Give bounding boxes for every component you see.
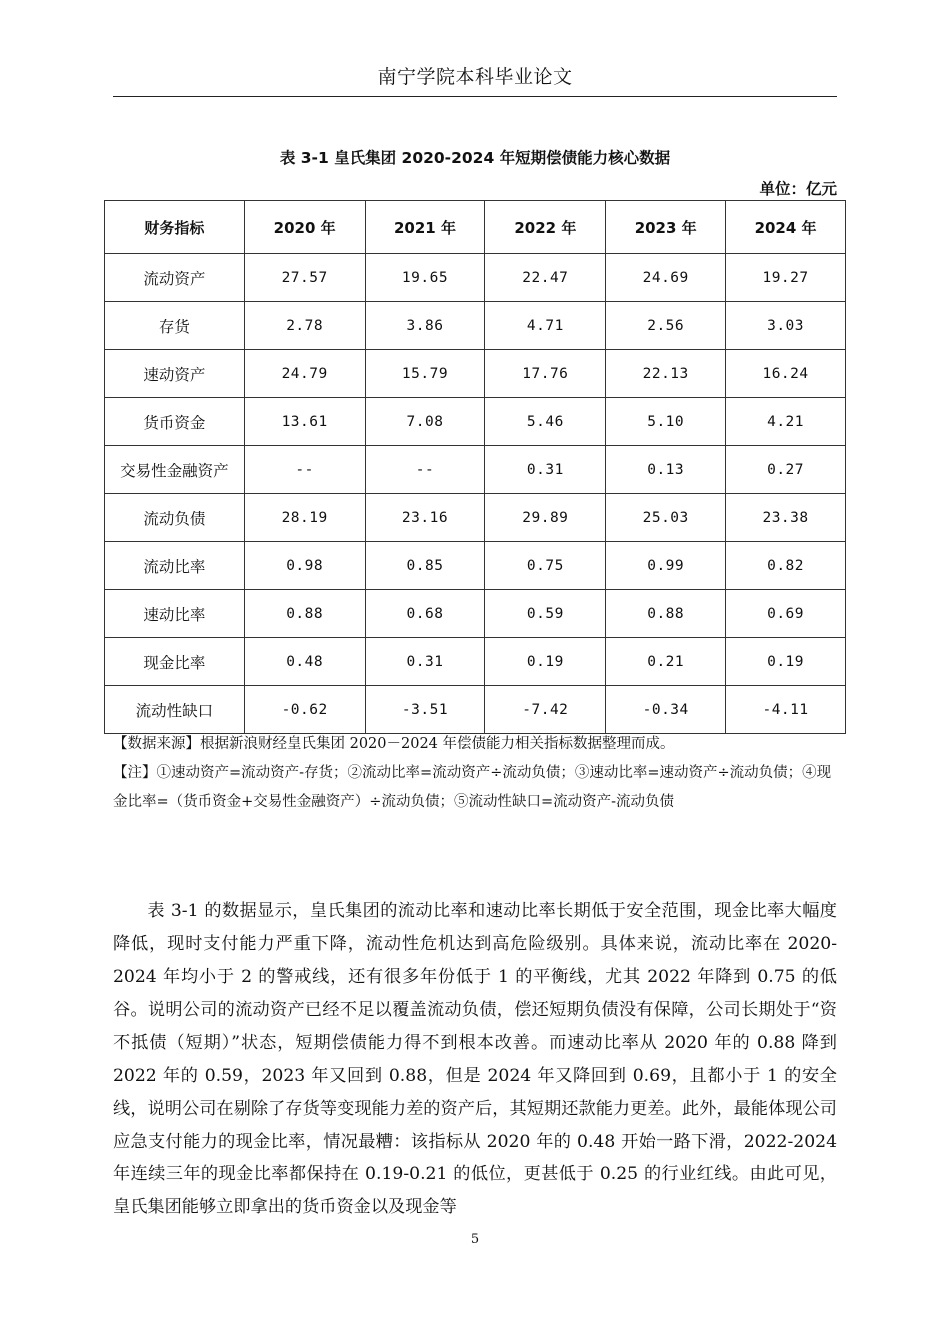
formula-note: 【注】①速动资产=流动资产-存货；②流动比率=流动资产÷流动负债；③速动比率=速动资产÷流动负债；④现金比率=（货币资金+交易性金融资产）÷流动负债；⑤流动性缺口=流动资产-流动负债 [113, 765, 832, 810]
table-cell: 23.16 [365, 494, 485, 542]
table-cell: -0.34 [606, 686, 726, 734]
table-cell: 0.48 [244, 638, 365, 686]
row-label: 货币资金 [105, 398, 245, 446]
table-cell: 19.27 [726, 254, 846, 302]
table-cell: 24.79 [244, 350, 365, 398]
table-cell: 3.03 [726, 302, 846, 350]
table-cell: 0.99 [606, 542, 726, 590]
table-cell: -3.51 [365, 686, 485, 734]
table-cell: -- [244, 446, 365, 494]
page-number: 5 [470, 1232, 480, 1247]
table-cell: 0.27 [726, 446, 846, 494]
table-cell: 2.56 [606, 302, 726, 350]
table-cell: 0.21 [606, 638, 726, 686]
header-divider [113, 96, 837, 97]
table-cell: 0.31 [485, 446, 606, 494]
row-label: 流动负债 [105, 494, 245, 542]
table-cell: 17.76 [485, 350, 606, 398]
table-cell: 29.89 [485, 494, 606, 542]
table-cell: 0.13 [606, 446, 726, 494]
financial-data-table [104, 200, 846, 734]
column-header: 2024 年 [726, 201, 846, 254]
table-cell: 7.08 [365, 398, 485, 446]
body-paragraph: 表 3-1 的数据显示，皇氏集团的流动比率和速动比率长期低于安全范围，现金比率大幅度降低，现时支付能力严重下降，流动性危机达到高危险级别。具体来说，流动比率在 2020-2024 年均小于 2 的警戒线，还有很多年份低于 1 的平衡线，尤其 2022 年降到 0.75 的低谷。说明公司的流动资产已经不足以覆盖流动负债，偿还短期负债没有保障，公司长期处于“资不抵债（短期）”状态，短期偿债能力得不到根本改善。而速动比率从 2020 年的 0.88 降到 2022 年的 0.59，2023 年又回到 0.88，但是 2024 年又降回到 0.69，且都小于 1 的安全线，说明公司在剔除了存货等变现能力差的资产后，其短期还款能力更差。此外，最能体现公司应急支付能力的现金比率，情况最糟：该指标从 2020 年的 0.48 开始一路下滑，2022-2024 年连续三年的现金比率都保持在 0.19-0.21 的低位，更甚低于 0.25 的行业红线。由此可见，皇氏集团能够立即拿出的货币资金以及现金等 [113, 901, 837, 1218]
table-cell: -4.11 [726, 686, 846, 734]
table-cell: 16.24 [726, 350, 846, 398]
table-cell: 0.82 [726, 542, 846, 590]
table-body [105, 254, 846, 734]
table-cell: 27.57 [244, 254, 365, 302]
table-cell: 25.03 [606, 494, 726, 542]
column-header: 财务指标 [105, 201, 245, 254]
table-cell: 5.46 [485, 398, 606, 446]
table-cell: 22.13 [606, 350, 726, 398]
table-cell: 0.98 [244, 542, 365, 590]
table-cell: 0.85 [365, 542, 485, 590]
row-label: 现金比率 [105, 638, 245, 686]
table-row [105, 638, 846, 686]
row-label: 速动比率 [105, 590, 245, 638]
table-cell: 0.88 [606, 590, 726, 638]
row-label: 速动资产 [105, 350, 245, 398]
table-cell: 4.71 [485, 302, 606, 350]
table-cell: 0.31 [365, 638, 485, 686]
row-label: 交易性金融资产 [105, 446, 245, 494]
table-unit: 单位：亿元 [759, 180, 837, 198]
row-label: 流动性缺口 [105, 686, 245, 734]
table-cell: 5.10 [606, 398, 726, 446]
table-cell: 15.79 [365, 350, 485, 398]
table-cell: -- [365, 446, 485, 494]
table-caption: 表 3-1 皇氏集团 2020-2024 年短期偿债能力核心数据 [279, 149, 671, 167]
table-cell: 0.59 [485, 590, 606, 638]
table-row [105, 542, 846, 590]
table-row [105, 398, 846, 446]
table-cell: 0.69 [726, 590, 846, 638]
table-row [105, 254, 846, 302]
table-cell: 23.38 [726, 494, 846, 542]
column-header: 2023 年 [606, 201, 726, 254]
page-header-title: 南宁学院本科毕业论文 [377, 66, 573, 88]
table-cell: 3.86 [365, 302, 485, 350]
table-cell: 28.19 [244, 494, 365, 542]
table-row [105, 350, 846, 398]
table-cell: 0.75 [485, 542, 606, 590]
table-cell: 2.78 [244, 302, 365, 350]
table-cell: 22.47 [485, 254, 606, 302]
table-cell: 0.68 [365, 590, 485, 638]
column-header: 2022 年 [485, 201, 606, 254]
data-source-note: 【数据来源】根据新浪财经皇氏集团 2020－2024 年偿债能力相关指标数据整理而成。 [113, 736, 675, 752]
table-cell: -7.42 [485, 686, 606, 734]
table-row [105, 686, 846, 734]
table-cell: -0.62 [244, 686, 365, 734]
table-cell: 19.65 [365, 254, 485, 302]
table-row [105, 446, 846, 494]
table-cell: 4.21 [726, 398, 846, 446]
table-row [105, 302, 846, 350]
row-label: 存货 [105, 302, 245, 350]
table-cell: 0.19 [726, 638, 846, 686]
table-cell: 24.69 [606, 254, 726, 302]
table-row [105, 494, 846, 542]
table-cell: 13.61 [244, 398, 365, 446]
table-row [105, 590, 846, 638]
row-label: 流动资产 [105, 254, 245, 302]
table-notes [113, 730, 837, 817]
table-cell: 0.19 [485, 638, 606, 686]
row-label: 流动比率 [105, 542, 245, 590]
table-header-row [105, 201, 846, 254]
table-cell: 0.88 [244, 590, 365, 638]
column-header: 2021 年 [365, 201, 485, 254]
column-header: 2020 年 [244, 201, 365, 254]
